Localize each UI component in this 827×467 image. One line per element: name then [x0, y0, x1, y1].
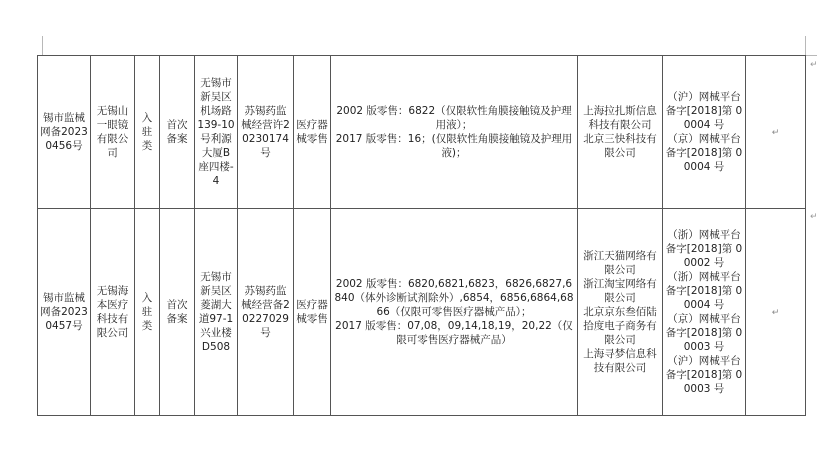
- paragraph-mark: ↵: [771, 307, 780, 318]
- category-cell: 医疗器械零售: [294, 209, 331, 416]
- row-end-mark: ↵: [810, 212, 818, 222]
- company-cell: 无锡海本医疗科技有限公司: [91, 209, 135, 416]
- type-cell: 入驻类: [135, 56, 160, 209]
- platform-cell: 浙江天猫网络有限公司 浙江淘宝网络有限公司 北京京东叁佰陆拾度电子商务有限公司 上海寻梦信息科技有限公司: [578, 209, 663, 416]
- table-row: [38, 209, 806, 416]
- category-cell: 医疗器械零售: [294, 56, 331, 209]
- platform-number-cell: （浙）网械平台备字[2018]第 00002 号 （浙）网械平台备字[2018]第 00004 号 （京）网械平台备字[2018]第 00003 号 （沪）网械平台备字[2018]第 00003 号: [663, 209, 746, 416]
- page-corner-mark: [42, 36, 43, 56]
- type-cell: 入驻类: [135, 209, 160, 416]
- page-corner-mark: [805, 55, 817, 56]
- business-range-cell: 2002 版零售：6822（仅限软性角膜接触镜及护理用液）； 2017 版零售：16；(仅限软性角膜接触镜及护理用液)；: [331, 56, 578, 209]
- business-range-cell: 2002 版零售：6820,6821,6823，6826,6827,6840（体外诊断试剂除外）,6854，6856,6864,6866（仅限可零售医疗器械产品）； 2017 版零售：07,08，09,14,18,19，20,22（仅限可零售医疗器械产品）: [331, 209, 578, 416]
- license-cell: 苏锡药监械经营许20230174号: [238, 56, 294, 209]
- platform-cell: 上海拉扎斯信息科技有限公司 北京三快科技有限公司: [578, 56, 663, 209]
- platform-number-cell: （沪）网械平台备字[2018]第 00004 号 （京）网械平台备字[2018]第 00004 号: [663, 56, 746, 209]
- filing-table: [37, 55, 806, 416]
- remark-cell: [746, 56, 806, 209]
- address-cell: 无锡市新吴区机场路139-10号利源大厦B座四楼-4: [195, 56, 238, 209]
- paragraph-mark: ↵: [771, 127, 780, 138]
- filing-type-cell: 首次备案: [160, 56, 195, 209]
- record-number-cell: 锡市监械网备20230456号: [38, 56, 91, 209]
- record-number-cell: 锡市监械网备20230457号: [38, 209, 91, 416]
- filing-type-cell: 首次备案: [160, 209, 195, 416]
- page-corner-mark: [805, 36, 806, 56]
- table-row: [38, 56, 806, 209]
- remark-cell: [746, 209, 806, 416]
- license-cell: 苏锡药监械经营备20227029号: [238, 209, 294, 416]
- address-cell: 无锡市新吴区菱湖大道97-1兴业楼D508: [195, 209, 238, 416]
- company-cell: 无锡山一眼镜有限公司: [91, 56, 135, 209]
- row-end-mark: ↵: [810, 60, 818, 70]
